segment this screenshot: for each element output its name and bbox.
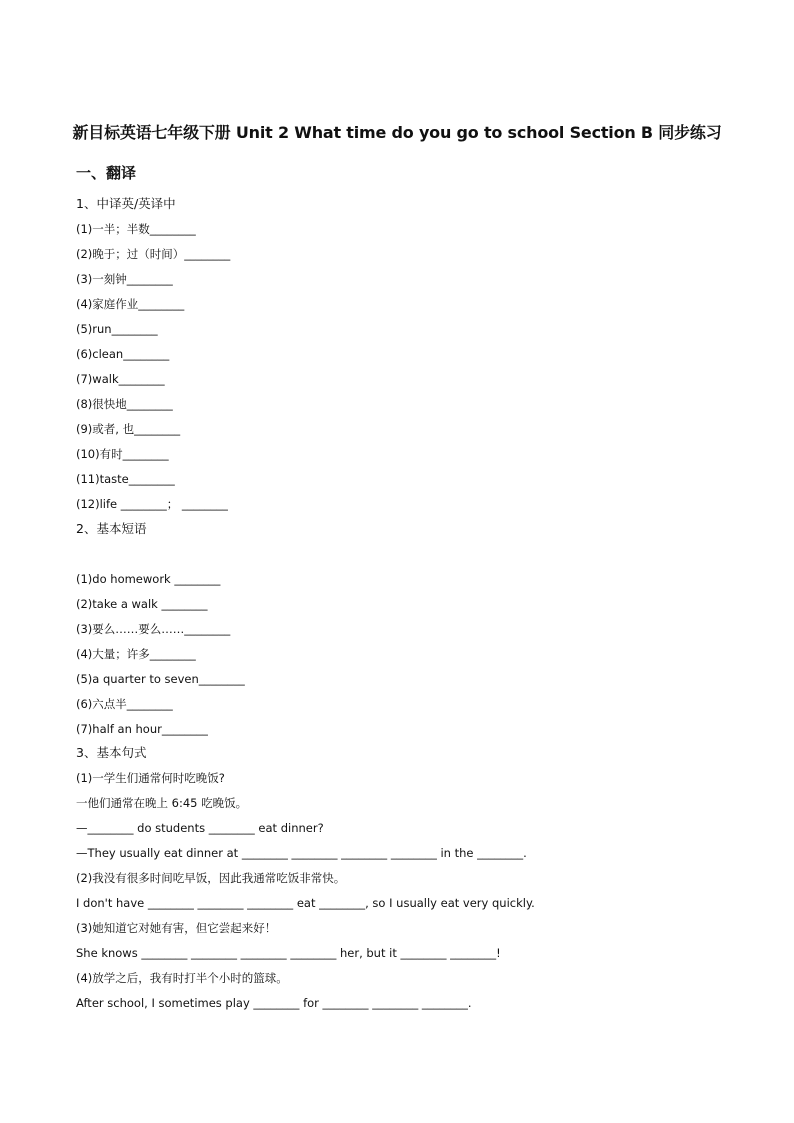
part2-item: (2)take a walk ________ xyxy=(76,597,208,611)
part3-line: —________ do students ________ eat dinner? xyxy=(76,821,324,835)
part3-line: (1)一学生们通常何时吃晚饭? xyxy=(76,771,225,785)
part1-item: (4)家庭作业________ xyxy=(76,297,185,311)
part1-item: (3)一刻钟________ xyxy=(76,272,173,286)
part1-item: (10)有时________ xyxy=(76,447,169,461)
part3-line: 一他们通常在晚上 6:45 吃晚饭。 xyxy=(76,796,248,810)
part1-item: (9)或者, 也________ xyxy=(76,422,181,436)
part3-line: —They usually eat dinner at ________ ________ ________ ________ in the ________. xyxy=(76,846,527,860)
part1-heading: 1、中译英/英译中 xyxy=(76,196,176,211)
part1-item: (1)一半；半数________ xyxy=(76,222,196,236)
page-title: 新目标英语七年级下册 Unit 2 What time do you go to school Section B 同步练习 xyxy=(72,123,722,142)
part1-item: (8)很快地________ xyxy=(76,397,173,411)
part1-item: (5)run________ xyxy=(76,322,158,336)
part2-item: (6)六点半________ xyxy=(76,697,173,711)
part1-item: (7)walk________ xyxy=(76,372,165,386)
part1-item: (6)clean________ xyxy=(76,347,170,361)
part3-line: (4)放学之后，我有时打半个小时的篮球。 xyxy=(76,971,288,985)
part1-item: (12)life ________； ________ xyxy=(76,497,228,511)
part3-line: (3)她知道它对她有害，但它尝起来好！ xyxy=(76,921,277,935)
part3-line: She knows ________ ________ ________ ________ her, but it ________ ________! xyxy=(76,946,501,960)
part2-item: (3)要么……要么……________ xyxy=(76,622,231,636)
part2-item: (5)a quarter to seven________ xyxy=(76,672,245,686)
part3-line: (2)我没有很多时间吃早饭，因此我通常吃饭非常快。 xyxy=(76,871,346,885)
part2-item: (4)大量；许多________ xyxy=(76,647,196,661)
part2-heading: 2、基本短语 xyxy=(76,521,147,536)
part3-line: After school, I sometimes play ________ for ________ ________ ________. xyxy=(76,996,472,1010)
part2-item: (7)half an hour________ xyxy=(76,722,208,736)
part1-item: (2)晚于；过（时间）________ xyxy=(76,247,231,261)
part2-item: (1)do homework ________ xyxy=(76,572,221,586)
part3-line: I don't have ________ ________ ________ eat ________, so I usually eat very quickly. xyxy=(76,896,535,910)
part1-item: (11)taste________ xyxy=(76,472,175,486)
part3-heading: 3、基本句式 xyxy=(76,745,147,760)
section-heading-translation: 一、翻译 xyxy=(76,164,137,182)
